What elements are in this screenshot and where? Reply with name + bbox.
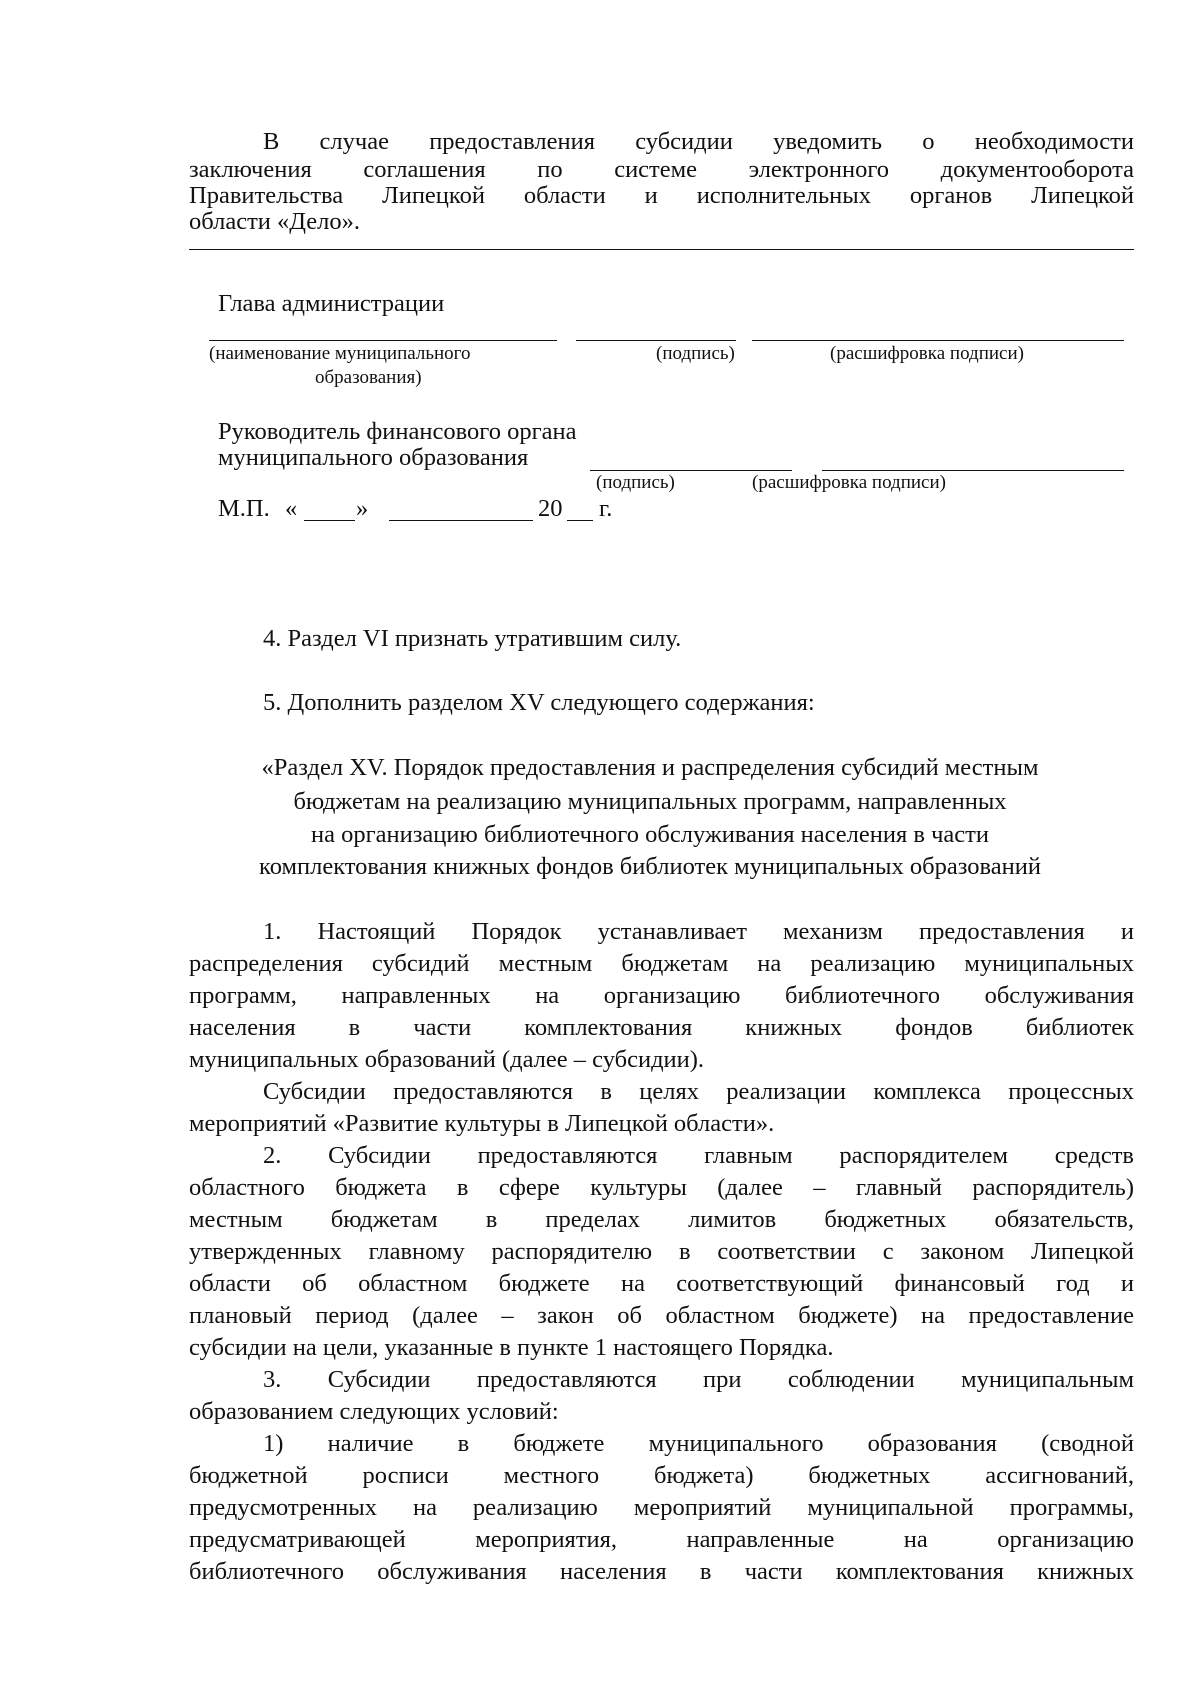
body-line: населения в части комплектования книжных фондов библиотек xyxy=(189,1014,1134,1041)
decode-line xyxy=(752,340,1124,341)
body-line: распределения субсидий местным бюджетам на реализацию муниципальных xyxy=(189,950,1134,977)
section-title-line: «Раздел XV. Порядок предоставления и распределения субсидий местным xyxy=(261,754,1039,781)
caption-muni: образования) xyxy=(315,367,422,388)
body-line: 1) наличие в бюджете муниципального образования (сводной xyxy=(263,1430,1134,1457)
intro-line: В случае предоставления субсидии уведомить о необходимости xyxy=(263,128,1134,155)
muni-name-line xyxy=(209,340,557,341)
body-line: области об областном бюджете на соответствующий финансовый год и xyxy=(189,1270,1134,1297)
intro-line: области «Дело». xyxy=(189,208,361,235)
item-text: 5. Дополнить разделом XV следующего содержания: xyxy=(263,689,815,716)
caption-decode: (расшифровка подписи) xyxy=(752,472,946,493)
separator-line xyxy=(189,249,1134,250)
section-title-line: бюджетам на реализацию муниципальных программ, направленных xyxy=(293,788,1007,815)
head-title: Глава администрации xyxy=(218,290,445,317)
caption-decode: (расшифровка подписи) xyxy=(830,343,1024,364)
caption-muni: (наименование муниципального xyxy=(209,343,471,364)
finance-head-title: муниципального образования xyxy=(218,444,529,471)
finance-head-title: Руководитель финансового органа xyxy=(218,418,577,445)
caption-signature: (подпись) xyxy=(656,343,735,364)
date-month-blank xyxy=(389,520,533,521)
intro-line: Правительства Липецкой области и исполнительных органов Липецкой xyxy=(189,182,1134,209)
date-day-blank xyxy=(304,520,355,521)
body-line: Субсидии предоставляются в целях реализации комплекса процессных xyxy=(263,1078,1134,1105)
body-line: образованием следующих условий: xyxy=(189,1398,559,1425)
body-line: муниципальных образований (далее – субсидии). xyxy=(189,1046,705,1073)
body-line: бюджетной росписи местного бюджета) бюджетных ассигнований, xyxy=(189,1462,1134,1489)
signature-line xyxy=(590,470,792,471)
date-close-quote: » xyxy=(356,495,369,522)
date-year-blank xyxy=(567,520,593,521)
section-title-line: комплектования книжных фондов библиотек муниципальных образований xyxy=(259,853,1041,880)
date-year-prefix: 20 xyxy=(538,495,563,522)
body-line: программ, направленных на организацию библиотечного обслуживания xyxy=(189,982,1134,1009)
stamp-place-label: М.П. xyxy=(218,495,270,522)
item-text: 4. Раздел VI признать утратившим силу. xyxy=(263,625,682,652)
body-line: 3. Субсидии предоставляются при соблюдении муниципальным xyxy=(263,1366,1134,1393)
body-line: 2. Субсидии предоставляются главным распорядителем средств xyxy=(263,1142,1134,1169)
decode-line xyxy=(822,470,1124,471)
body-line: утвержденных главному распорядителю в соответствии с законом Липецкой xyxy=(189,1238,1134,1265)
date-year-suffix: г. xyxy=(599,495,613,522)
body-line: плановый период (далее – закон об областном бюджете) на предоставление xyxy=(189,1302,1134,1329)
body-line: областного бюджета в сфере культуры (далее – главный распорядитель) xyxy=(189,1174,1134,1201)
intro-line: заключения соглашения по системе электронного документооборота xyxy=(189,156,1134,183)
body-line: библиотечного обслуживания населения в части комплектования книжных xyxy=(189,1558,1134,1585)
body-line: предусматривающей мероприятия, направленные на организацию xyxy=(189,1526,1134,1553)
date-open-quote: « xyxy=(285,495,298,522)
body-line: 1. Настоящий Порядок устанавливает механизм предоставления и xyxy=(263,918,1134,945)
body-line: местным бюджетам в пределах лимитов бюджетных обязательств, xyxy=(189,1206,1134,1233)
body-line: субсидии на цели, указанные в пункте 1 настоящего Порядка. xyxy=(189,1334,834,1361)
body-line: мероприятий «Развитие культуры в Липецкой области». xyxy=(189,1110,775,1137)
caption-signature: (подпись) xyxy=(596,472,675,493)
section-title-line: на организацию библиотечного обслуживания населения в части xyxy=(311,821,989,848)
body-line: предусмотренных на реализацию мероприятий муниципальной программы, xyxy=(189,1494,1134,1521)
signature-line xyxy=(576,340,736,341)
